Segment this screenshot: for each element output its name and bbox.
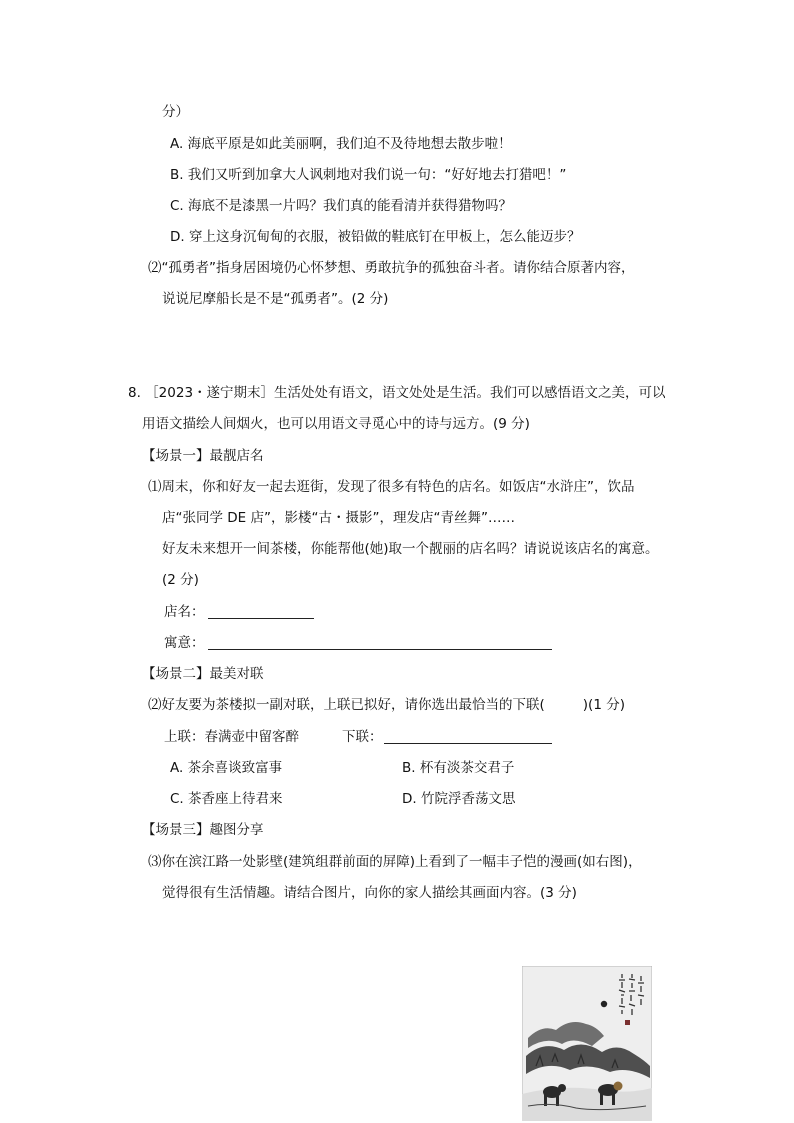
moon-icon bbox=[601, 1001, 607, 1007]
lower-couplet-label: 下联： bbox=[342, 729, 383, 745]
q7-sub2-line1: ⑵“孤勇者”指身居困境仍心怀梦想、勇敢抗争的孤独奋斗者。请你结合原著内容， bbox=[148, 260, 635, 276]
scene2-question-text: ⑵好友要为茶楼拟一副对联，上联已拟好，请你选出最恰当的下联( bbox=[148, 697, 545, 713]
q8-stem-line2: 用语文描绘人间烟火，也可以用语文寻觅心中的诗与远方。(9 分) bbox=[142, 416, 530, 432]
scene3-q-line2: 觉得很有生活情趣。请结合图片，向你的家人描绘其画面内容。(3 分) bbox=[162, 885, 577, 901]
shop-name-label: 店名： bbox=[164, 604, 205, 620]
shop-name-blank[interactable] bbox=[208, 617, 314, 619]
q7-option-c: C. 海底不是漆黑一片吗？我们真的能看清并获得猎物吗？ bbox=[170, 198, 513, 214]
q8-option-b: B. 杯有淡茶交君子 bbox=[402, 760, 515, 776]
scene1-q-line1: ⑴周末，你和好友一起去逛街，发现了很多有特色的店名。如饭店“水浒庄”，饮品 bbox=[148, 479, 635, 495]
q7-option-b: B. 我们又听到加拿大人讽刺地对我们说一句：“好好地去打猎吧！” bbox=[170, 167, 567, 183]
scene2-question bbox=[148, 695, 625, 715]
q7-option-d: D. 穿上这身沉甸甸的衣服，被铅做的鞋底钉在甲板上，怎么能迈步？ bbox=[170, 229, 581, 245]
meaning-label: 寓意： bbox=[164, 635, 205, 651]
scene2-title: 【场景二】最美对联 bbox=[142, 666, 264, 682]
scene1-title: 【场景一】最靓店名 bbox=[142, 448, 264, 464]
scene1-q-line4: (2 分) bbox=[162, 572, 199, 588]
q7-option-a: A. 海底平原是如此美丽啊，我们迫不及待地想去散步啦！ bbox=[170, 136, 512, 152]
q8-option-d: D. 竹院浮香荡文思 bbox=[402, 791, 516, 807]
scene3-title: 【场景三】趣图分享 bbox=[142, 822, 264, 838]
scene3-q-line1: ⑶你在滨江路一处影壁(建筑组群前面的屏障)上看到了一幅丰子恺的漫画(如右图)， bbox=[148, 854, 642, 870]
q8-option-c: C. 茶香座上待君来 bbox=[170, 791, 283, 807]
lower-couplet-blank[interactable] bbox=[384, 742, 552, 744]
feng-zikai-cartoon bbox=[522, 966, 652, 1121]
scene2-question-score: )(1 分) bbox=[582, 697, 625, 713]
q8-option-a: A. 茶余喜谈致富事 bbox=[170, 760, 283, 776]
scene1-q-line2: 店“张同学 DE 店”，影楼“古・摄影”，理发店“青丝舞”…… bbox=[162, 510, 515, 526]
meaning-blank[interactable] bbox=[208, 648, 552, 650]
q7-sub2-line2: 说说尼摩船长是不是“孤勇者”。(2 分) bbox=[162, 291, 389, 307]
seal-stamp bbox=[625, 1020, 630, 1025]
q7-continuation: 分） bbox=[162, 104, 189, 120]
upper-couplet: 上联：春满壶中留客醉 bbox=[164, 729, 299, 745]
scene1-q-line3: 好友未来想开一间茶楼，你能帮他(她)取一个靓丽的店名吗？请说说该店名的寓意。 bbox=[162, 541, 659, 557]
q8-stem-line1: 8. ［2023・遂宁期末］生活处处有语文，语文处处是生活。我们可以感悟语文之美，可以 bbox=[128, 385, 666, 401]
